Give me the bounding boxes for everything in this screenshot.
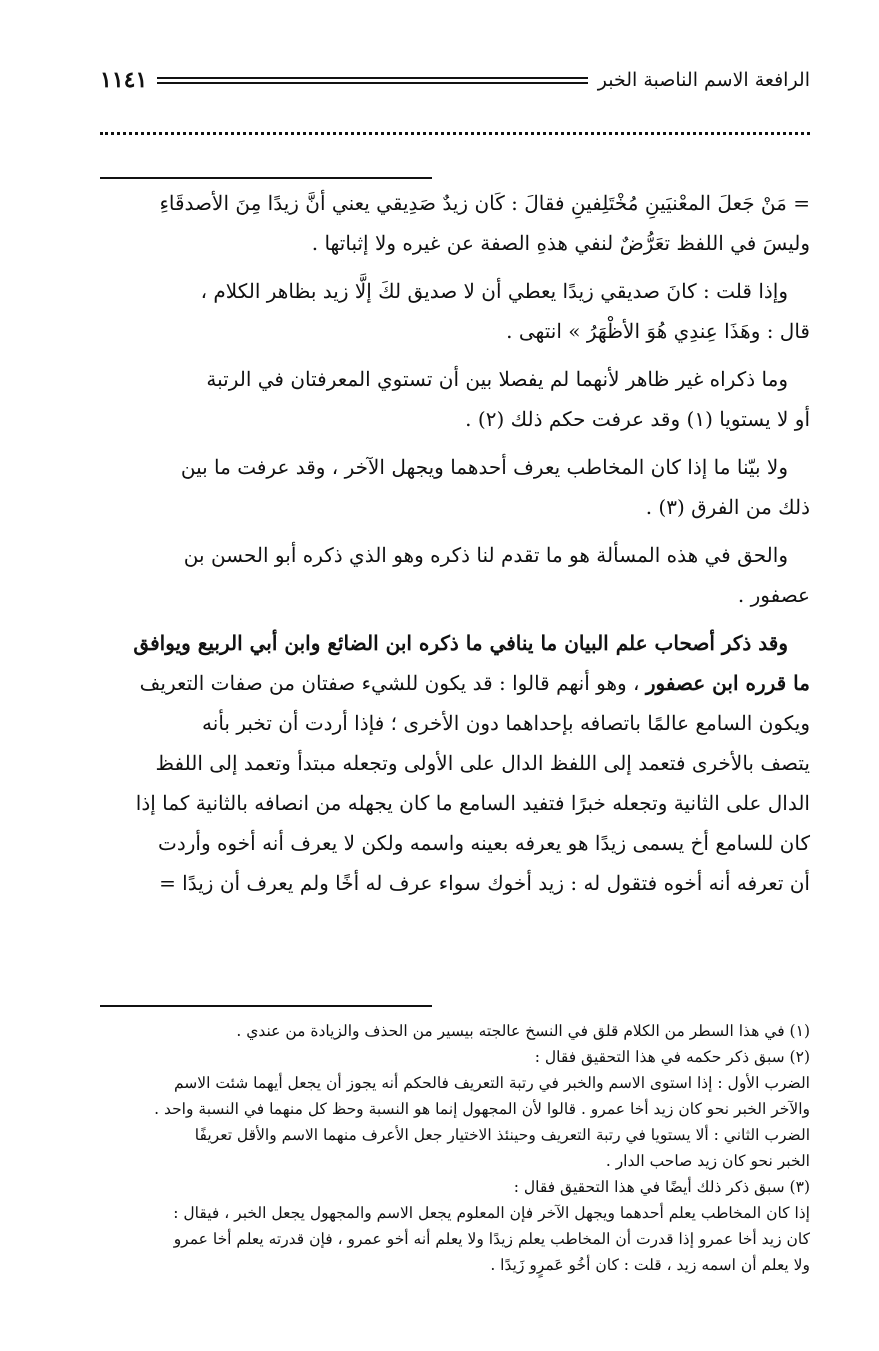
text-line: أن تعرفه أنه أخوه فتقول له : زيد أخوك سواء عرف له أخًا ولم يعرف أن زيدًا = [159, 871, 810, 895]
text-line: ولا بيّنا ما إذا كان المخاطب يعرف أحدهما ويجهل الآخر ، وقد عرفت ما بين [180, 455, 788, 479]
footnote-line: (٣) سبق ذكر ذلك أيضًا في هذا التحقيق فقال : [513, 1178, 810, 1196]
text-line: الدال على الثانية وتجعله خبرًا فتفيد السامع ما كان يجهله من انصافه بالثانية كما إذا [135, 791, 810, 815]
text-line: وليسَ في اللفظ تعَرُّضٌ لنفي هذهِ الصفة عن غيره ولا إثباتها . [311, 231, 810, 255]
footnote-line: والآخر الخبر نحو كان زيد أخا عمرو . قالوا لأن المجهول إنما هو النسبة وحظ كل منهما في النسبة واحد . [154, 1100, 810, 1118]
footnote-line: (٢) سبق ذكر حكمه في هذا التحقيق فقال : [534, 1048, 810, 1066]
main-text [100, 183, 810, 903]
footnote-line: الضرب الثاني : ألا يستويا في رتبة التعريف وحينئذ الاختيار جعل الأعرف منهما الاسم والأقل تعريفًا [194, 1126, 810, 1144]
top-short-rule [100, 177, 432, 179]
text-line: ذلك من الفرق (٣) . [645, 495, 810, 519]
footnotes [100, 1018, 810, 1278]
book-page [100, 60, 810, 1274]
text-line: والحق في هذه المسألة هو ما تقدم لنا ذكره وهو الذي ذكره أبو الحسن بن [183, 543, 788, 567]
text-line: كان للسامع أخ يسمى زيدًا هو يعرفه بعينه واسمه ولكن لا يعرف أنه أخوه وأردت [158, 831, 810, 855]
footnote-line: الخبر نحو كان زيد صاحب الدار . [605, 1152, 810, 1170]
text-line: وما ذكراه غير ظاهر لأنهما لم يفصلا بين أن تستوي المعرفتان في الرتبة [206, 367, 788, 391]
bold-phrase: ما قرره ابن عصفور [645, 671, 810, 695]
page-number: ١١٤١ [100, 67, 148, 93]
text-line: وإذا قلت : كانَ صديقي زيدًا يعطي أن لا صديق لكَ إلَّا زيد بظاهر الكلام ، [200, 279, 788, 303]
page-header [100, 60, 810, 100]
text-span: ، وهو أنهم قالوا : قد يكون للشيء صفتان من صفات التعريف [139, 671, 646, 695]
footnote-line: ولا يعلم أن اسمه زيد ، قلت : كان أخُو عَمرٍو زَيدًا . [490, 1256, 810, 1274]
footnote-rule [100, 1005, 432, 1007]
footnote-line: الضرب الأول : إذا استوى الاسم والخبر في رتبة التعريف فالحكم أنه يجوز أن يجعل أيهما شئت الاسم [173, 1074, 810, 1092]
text-line [100, 663, 810, 703]
footnote-line: (١) في هذا السطر من الكلام قلق في النسخ عالجته بيسير من الحذف والزيادة من عندي . [236, 1022, 810, 1040]
dotted-separator [100, 132, 810, 147]
text-line: وقد ذكر أصحاب علم البيان ما ينافي ما ذكره ابن الضائع وابن أبي الربيع ويوافق [133, 631, 788, 655]
text-line: = مَنْ جَعلَ المعْنيَينِ مُخْتَلِفينِ فقالَ : كَان زيدٌ صَدِيقي يعني أنَّ زيدًا مِنَ الأصدقَاءِ [159, 191, 810, 215]
header-rule [157, 77, 587, 84]
text-line: يتصف بالأخرى فتعمد إلى اللفظ الدال على الأولى وتجعله مبتدأ وتعمد إلى اللفظ [155, 751, 810, 775]
footnote-line: كان زيد أخا عمرو إذا قدرت أن المخاطب يعلم زيدًا ولا يعلم أنه أخو عمرو ، فإن قدرته يعلم أخا عمرو [173, 1230, 810, 1248]
text-line: أو لا يستويا (١) وقد عرفت حكم ذلك (٢) . [465, 407, 810, 431]
running-title: الرافعة الاسم الناصبة الخبر [597, 69, 810, 91]
text-line: قال : وهَذَا عِندِي هُوَ الأظْهَرُ » انتهى . [506, 319, 810, 343]
text-line: عصفور . [737, 583, 810, 607]
footnote-line: إذا كان المخاطب يعلم أحدهما ويجهل الآخر فإن المعلوم يجعل الاسم والمجهول يجعل الخبر ، فيقال : [173, 1204, 810, 1222]
text-line: ويكون السامع عالمًا باتصافه بإحداهما دون الأخرى ؛ فإذا أردت أن تخبر بأنه [202, 711, 810, 735]
